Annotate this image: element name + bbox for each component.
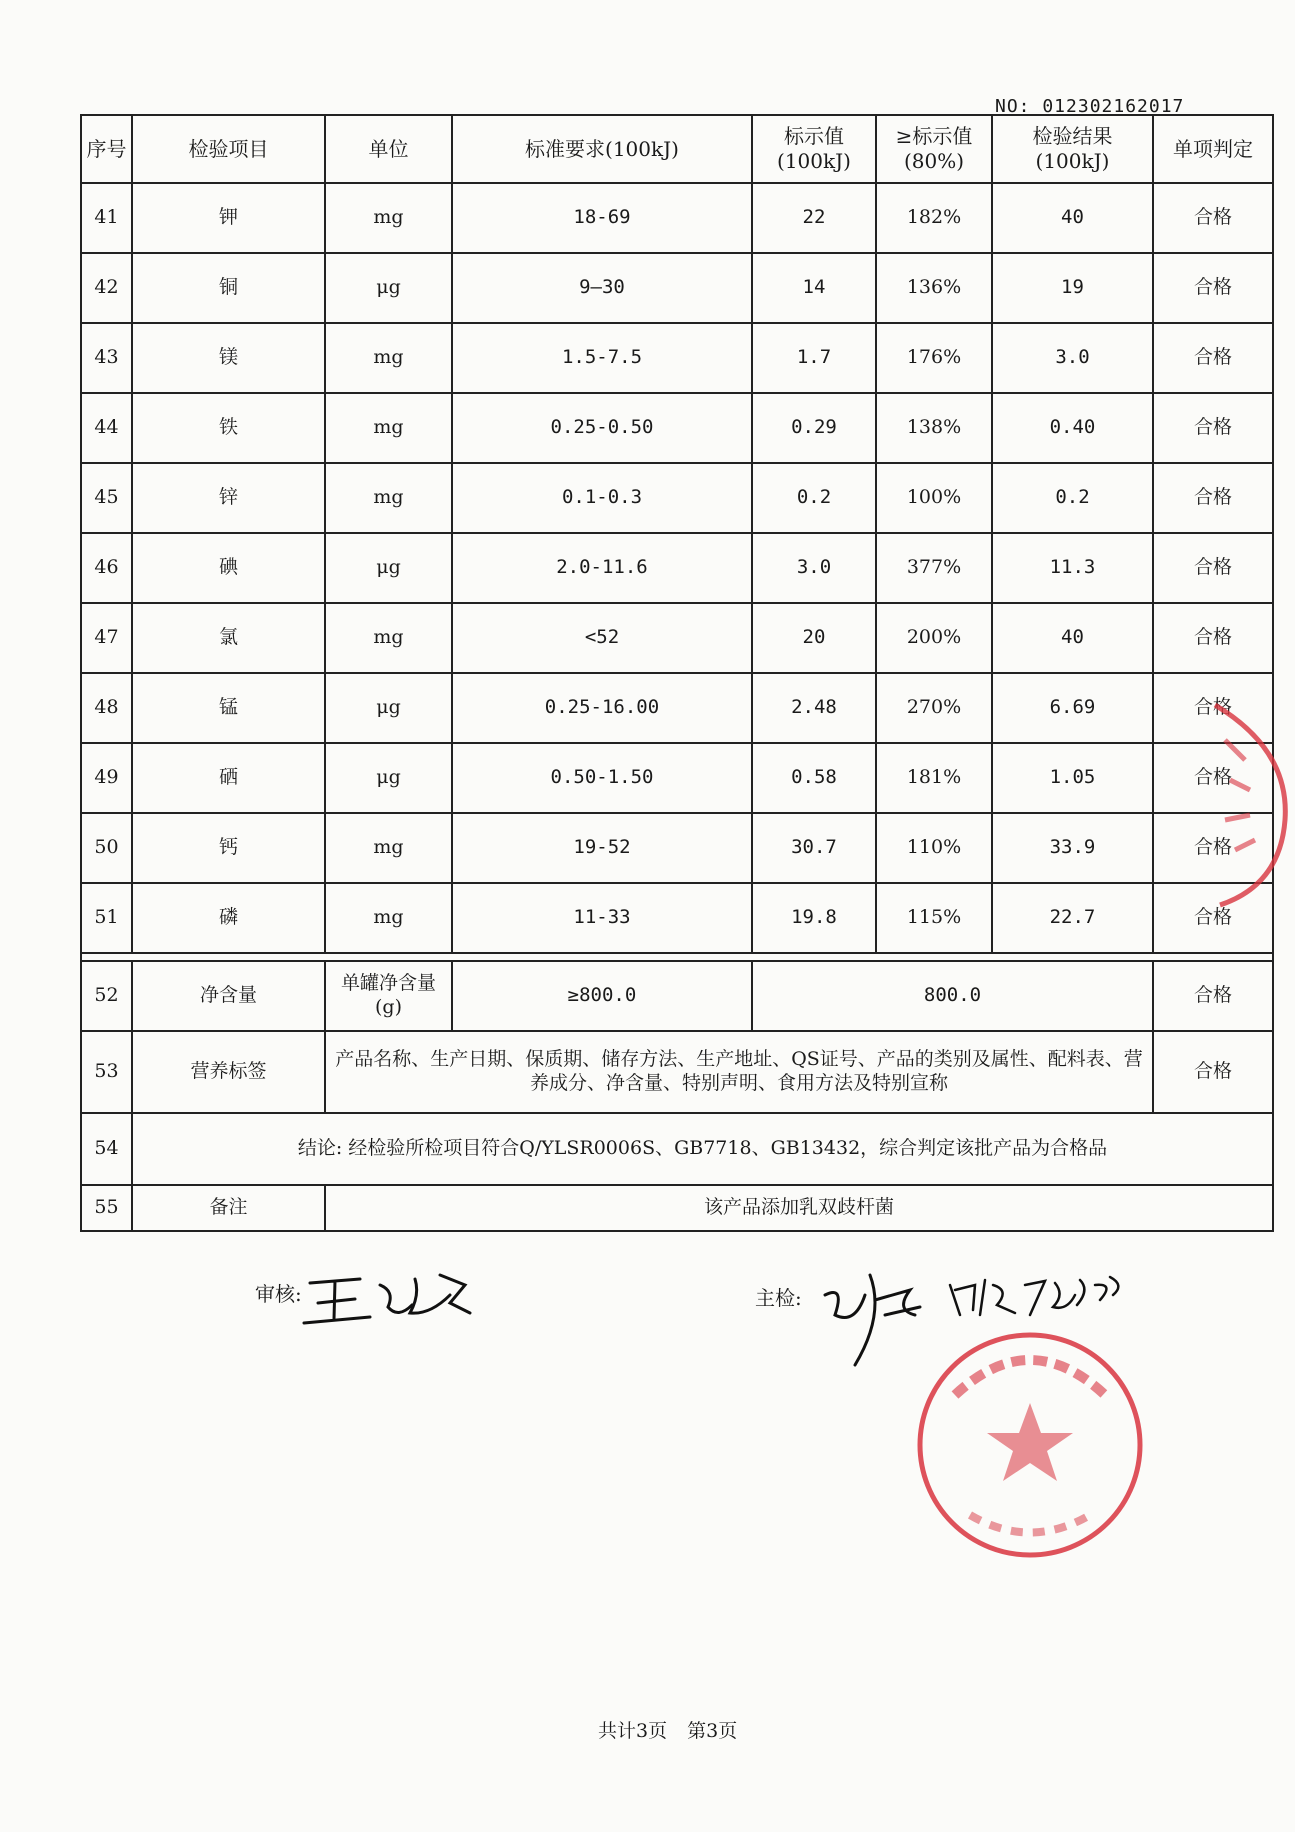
labeled-value: 0.2 [752,463,876,533]
ratio: 100% [876,463,992,533]
judgement: 合格 [1153,393,1273,463]
result: 19 [992,253,1153,323]
unit: 单罐净含量 (g) [325,961,452,1031]
page-footer: 共计3页 第3页 [598,1720,738,1742]
item-name: 锌 [132,463,325,533]
judgement: 合格 [1153,673,1273,743]
item-name: 镁 [132,323,325,393]
column-header: 单位 [325,115,452,183]
ratio: 181% [876,743,992,813]
standard: 0.25-0.50 [452,393,752,463]
row-number: 50 [81,813,132,883]
row-number: 49 [81,743,132,813]
judgement: 合格 [1153,183,1273,253]
unit: μg [325,743,452,813]
item-name: 硒 [132,743,325,813]
row-number: 47 [81,603,132,673]
table-row [81,603,1273,673]
chief-inspector-label: 主检: [755,1286,802,1310]
table-row [81,183,1273,253]
table-row [81,883,1273,953]
labeled-value: 30.7 [752,813,876,883]
unit: μg [325,673,452,743]
table-row [81,323,1273,393]
column-header: 单项判定 [1153,115,1273,183]
column-header: 标示值 (100kJ) [752,115,876,183]
judgement: 合格 [1153,323,1273,393]
table-row [81,533,1273,603]
ratio: 138% [876,393,992,463]
result: 40 [992,183,1153,253]
row-number: 46 [81,533,132,603]
table-row [81,813,1273,883]
row-number: 43 [81,323,132,393]
labeled-value: 0.29 [752,393,876,463]
ratio: 182% [876,183,992,253]
row-number: 45 [81,463,132,533]
judgement: 合格 [1153,1031,1273,1113]
unit: mg [325,813,452,883]
labeled-value: 20 [752,603,876,673]
nutrition-label-row [81,1031,1273,1113]
standard: 0.25-16.00 [452,673,752,743]
judgement: 合格 [1153,603,1273,673]
standard: 9—30 [452,253,752,323]
result: 11.3 [992,533,1153,603]
unit: mg [325,183,452,253]
row-number: 42 [81,253,132,323]
column-header: ≥标示值 (80%) [876,115,992,183]
conclusion-row [81,1113,1273,1185]
column-header: 检验结果 (100kJ) [992,115,1153,183]
table-row [81,673,1273,743]
result: 0.40 [992,393,1153,463]
table-row [81,743,1273,813]
item-name: 铁 [132,393,325,463]
item-name: 氯 [132,603,325,673]
result: 22.7 [992,883,1153,953]
row-number: 55 [81,1185,132,1231]
row-number: 41 [81,183,132,253]
unit: mg [325,463,452,533]
ratio: 136% [876,253,992,323]
ratio: 270% [876,673,992,743]
remarks-row [81,1185,1273,1231]
table-row [81,253,1273,323]
ratio: 200% [876,603,992,673]
judgement: 合格 [1153,533,1273,603]
column-header: 标准要求(100kJ) [452,115,752,183]
standard: 1.5-7.5 [452,323,752,393]
table-row [81,393,1273,463]
labeled-value: 14 [752,253,876,323]
unit: mg [325,603,452,673]
standard: 11-33 [452,883,752,953]
inspection-results-table [80,114,1274,1232]
unit: mg [325,393,452,463]
item-name: 钙 [132,813,325,883]
result: 33.9 [992,813,1153,883]
table-header-row [81,115,1273,183]
label-content: 产品名称、生产日期、保质期、储存方法、生产地址、QS证号、产品的类别及属性、配料表、营养成分、净含量、特别声明、食用方法及特别宣称 [325,1031,1153,1113]
result: 6.69 [992,673,1153,743]
judgement: 合格 [1153,253,1273,323]
standard: 0.1-0.3 [452,463,752,533]
item-name: 营养标签 [132,1031,325,1113]
review-label: 审核: [255,1282,302,1306]
partial-seal [1195,690,1295,920]
item-name: 磷 [132,883,325,953]
item-name: 钾 [132,183,325,253]
result: 1.05 [992,743,1153,813]
company-seal [910,1325,1150,1565]
remarks-text: 该产品添加乳双歧杆菌 [325,1185,1273,1231]
standard: 2.0-11.6 [452,533,752,603]
result: 40 [992,603,1153,673]
conclusion-text: 结论: 经检验所检项目符合Q/YLSR0006S、GB7718、GB13432，综合判定该批产品为合格品 [132,1113,1273,1185]
ratio: 110% [876,813,992,883]
report-number: NO: 012302162017 [995,96,1185,117]
labeled-value: 22 [752,183,876,253]
standard: 0.50-1.50 [452,743,752,813]
column-header: 序号 [81,115,132,183]
ratio: 176% [876,323,992,393]
unit: μg [325,253,452,323]
judgement: 合格 [1153,813,1273,883]
row-number: 52 [81,961,132,1031]
item-name: 铜 [132,253,325,323]
item-name: 备注 [132,1185,325,1231]
labeled-value: 3.0 [752,533,876,603]
result: 3.0 [992,323,1153,393]
judgement: 合格 [1153,743,1273,813]
column-header: 检验项目 [132,115,325,183]
ratio: 115% [876,883,992,953]
judgement: 合格 [1153,961,1273,1031]
row-number: 54 [81,1113,132,1185]
unit: μg [325,533,452,603]
labeled-value: 19.8 [752,883,876,953]
labeled-value: 2.48 [752,673,876,743]
result: 0.2 [992,463,1153,533]
standard: 19-52 [452,813,752,883]
reviewer-signature [300,1255,480,1330]
ratio: 377% [876,533,992,603]
standard: <52 [452,603,752,673]
net-content-row [81,961,1273,1031]
unit: mg [325,883,452,953]
row-number: 44 [81,393,132,463]
item-name: 净含量 [132,961,325,1031]
row-number: 53 [81,1031,132,1113]
item-name: 锰 [132,673,325,743]
judgement: 合格 [1153,883,1273,953]
labeled-value: 0.58 [752,743,876,813]
row-number: 51 [81,883,132,953]
standard: ≥800.0 [452,961,752,1031]
table-row [81,463,1273,533]
row-number: 48 [81,673,132,743]
result: 800.0 [752,961,1153,1031]
unit: mg [325,323,452,393]
labeled-value: 1.7 [752,323,876,393]
table-gap [81,953,1273,961]
standard: 18-69 [452,183,752,253]
judgement: 合格 [1153,463,1273,533]
item-name: 碘 [132,533,325,603]
